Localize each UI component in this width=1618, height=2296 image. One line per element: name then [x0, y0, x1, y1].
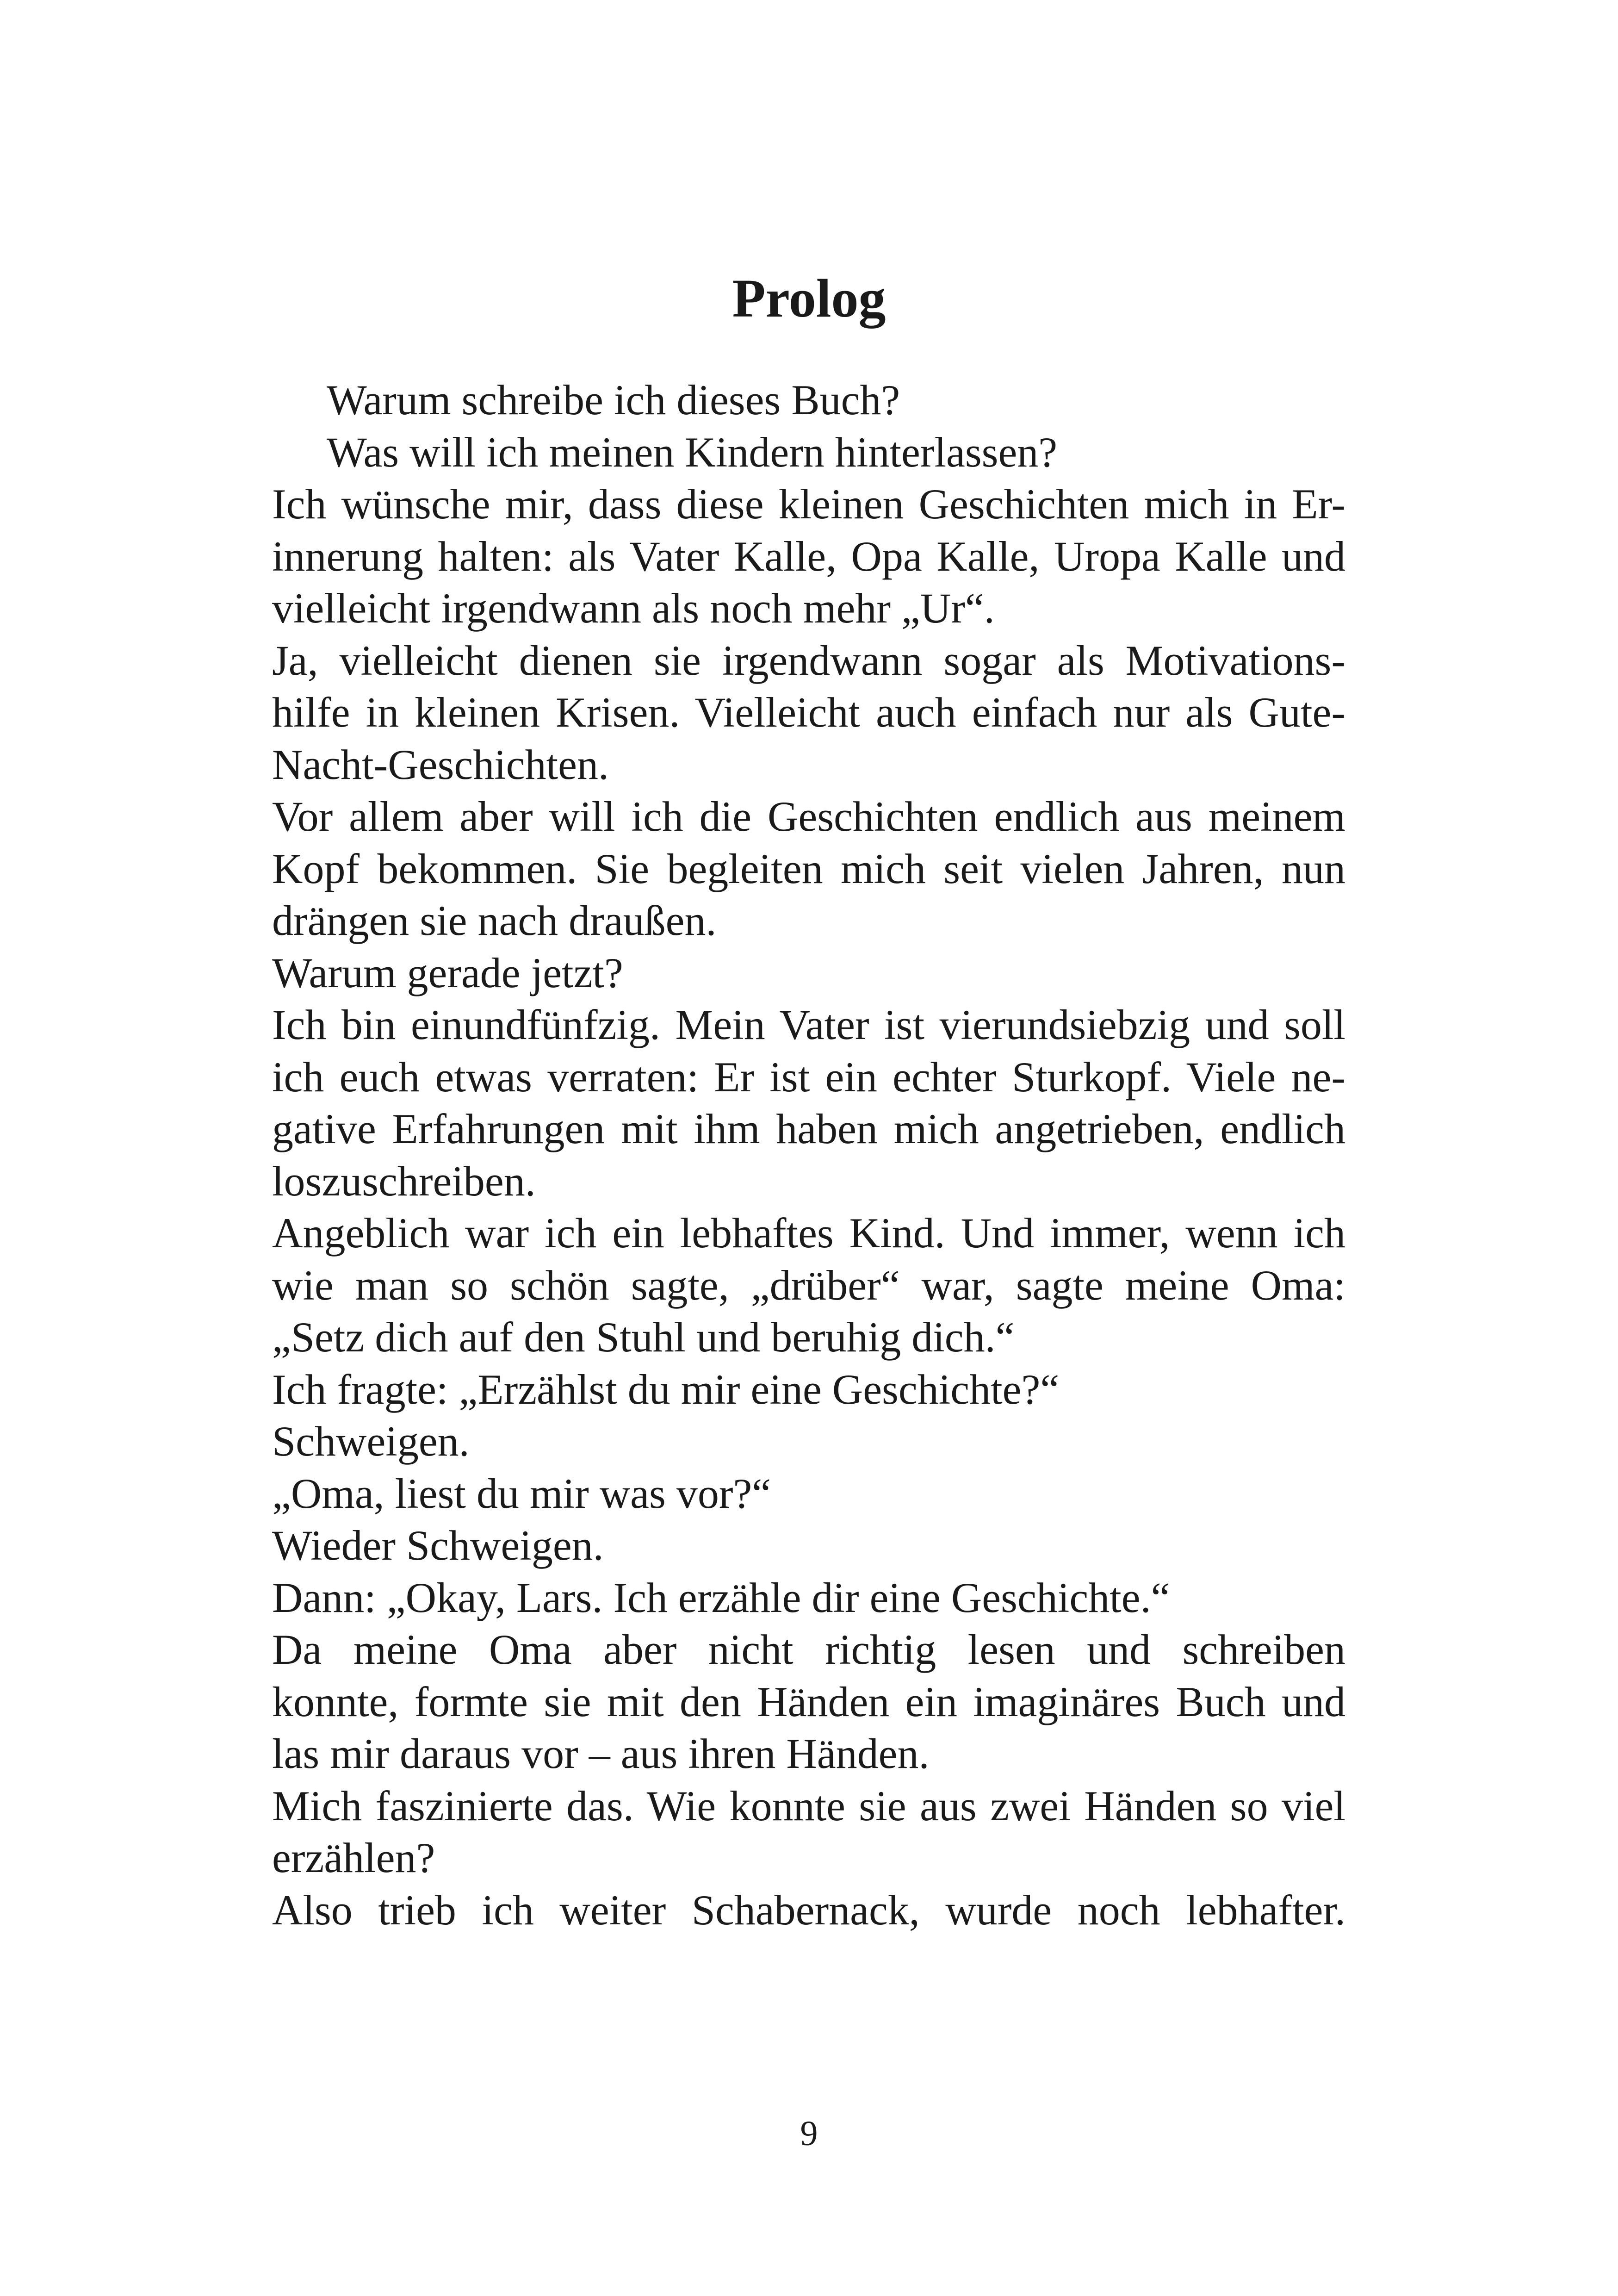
text-line: Dann: „Okay, Lars. Ich erzähle dir eine Geschichte.“ [272, 1574, 1170, 1621]
text-line: ich euch etwas verraten: Er ist ein echter Sturkopf. Viele ne- [272, 1053, 1345, 1101]
text-line: Was will ich meinen Kindern hinterlassen? [327, 428, 1058, 476]
text-line: erzählen? [272, 1834, 435, 1881]
text-line: hilfe in kleinen Krisen. Vielleicht auch einfach nur als Gute- [272, 689, 1345, 736]
text-line: Mich faszinierte das. Wie konnte sie aus zwei Händen so viel [272, 1782, 1345, 1829]
text-line: Kopf bekommen. Sie begleiten mich seit vielen Jahren, nun [272, 845, 1345, 892]
text-line: Ja, vielleicht dienen sie irgendwann sogar als Motivations- [272, 636, 1345, 684]
text-line: innerung halten: als Vater Kalle, Opa Kalle, Uropa Kalle und [272, 532, 1345, 580]
text-line: loszuschreiben. [272, 1157, 536, 1205]
text-line: Warum gerade jetzt? [272, 949, 623, 996]
text-line: Wieder Schweigen. [272, 1522, 604, 1569]
text-line: Ich wünsche mir, dass diese kleinen Geschichten mich in Er- [272, 480, 1345, 528]
text-line: Nacht-Geschichten. [272, 740, 609, 788]
text-line: „Setz dich auf den Stuhl und beruhig dich.“ [272, 1313, 1015, 1361]
chapter-title: Prolog [732, 268, 886, 329]
text-line: Also trieb ich weiter Schabernack, wurde noch lebhafter. [272, 1886, 1345, 1934]
page-number: 9 [800, 2114, 818, 2153]
text-line: gative Erfahrungen mit ihm haben mich angetrieben, endlich [272, 1105, 1345, 1152]
text-line: Ich fragte: „Erzählst du mir eine Geschichte?“ [272, 1365, 1060, 1413]
text-line: wie man so schön sagte, „drüber“ war, sagte meine Oma: [272, 1261, 1345, 1309]
text-line: las mir daraus vor – aus ihren Händen. [272, 1730, 930, 1777]
text-line: Vor allem aber will ich die Geschichten endlich aus meinem [272, 793, 1345, 840]
text-line: Schweigen. [272, 1418, 470, 1465]
text-line: Warum schreibe ich dieses Buch? [327, 376, 900, 423]
text-line: drängen sie nach draußen. [272, 897, 717, 944]
text-line: Ich bin einundfünfzig. Mein Vater ist vierundsiebzig und soll [272, 1001, 1345, 1048]
text-line: konnte, formte sie mit den Händen ein imaginäres Buch und [272, 1678, 1345, 1725]
body-text [272, 374, 1345, 1936]
text-line: Da meine Oma aber nicht richtig lesen und schreiben [272, 1626, 1345, 1673]
text-line: „Oma, liest du mir was vor?“ [272, 1469, 771, 1517]
text-line: Angeblich war ich ein lebhaftes Kind. Und immer, wenn ich [272, 1209, 1345, 1257]
text-line: vielleicht irgendwann als noch mehr „Ur“. [272, 585, 995, 632]
